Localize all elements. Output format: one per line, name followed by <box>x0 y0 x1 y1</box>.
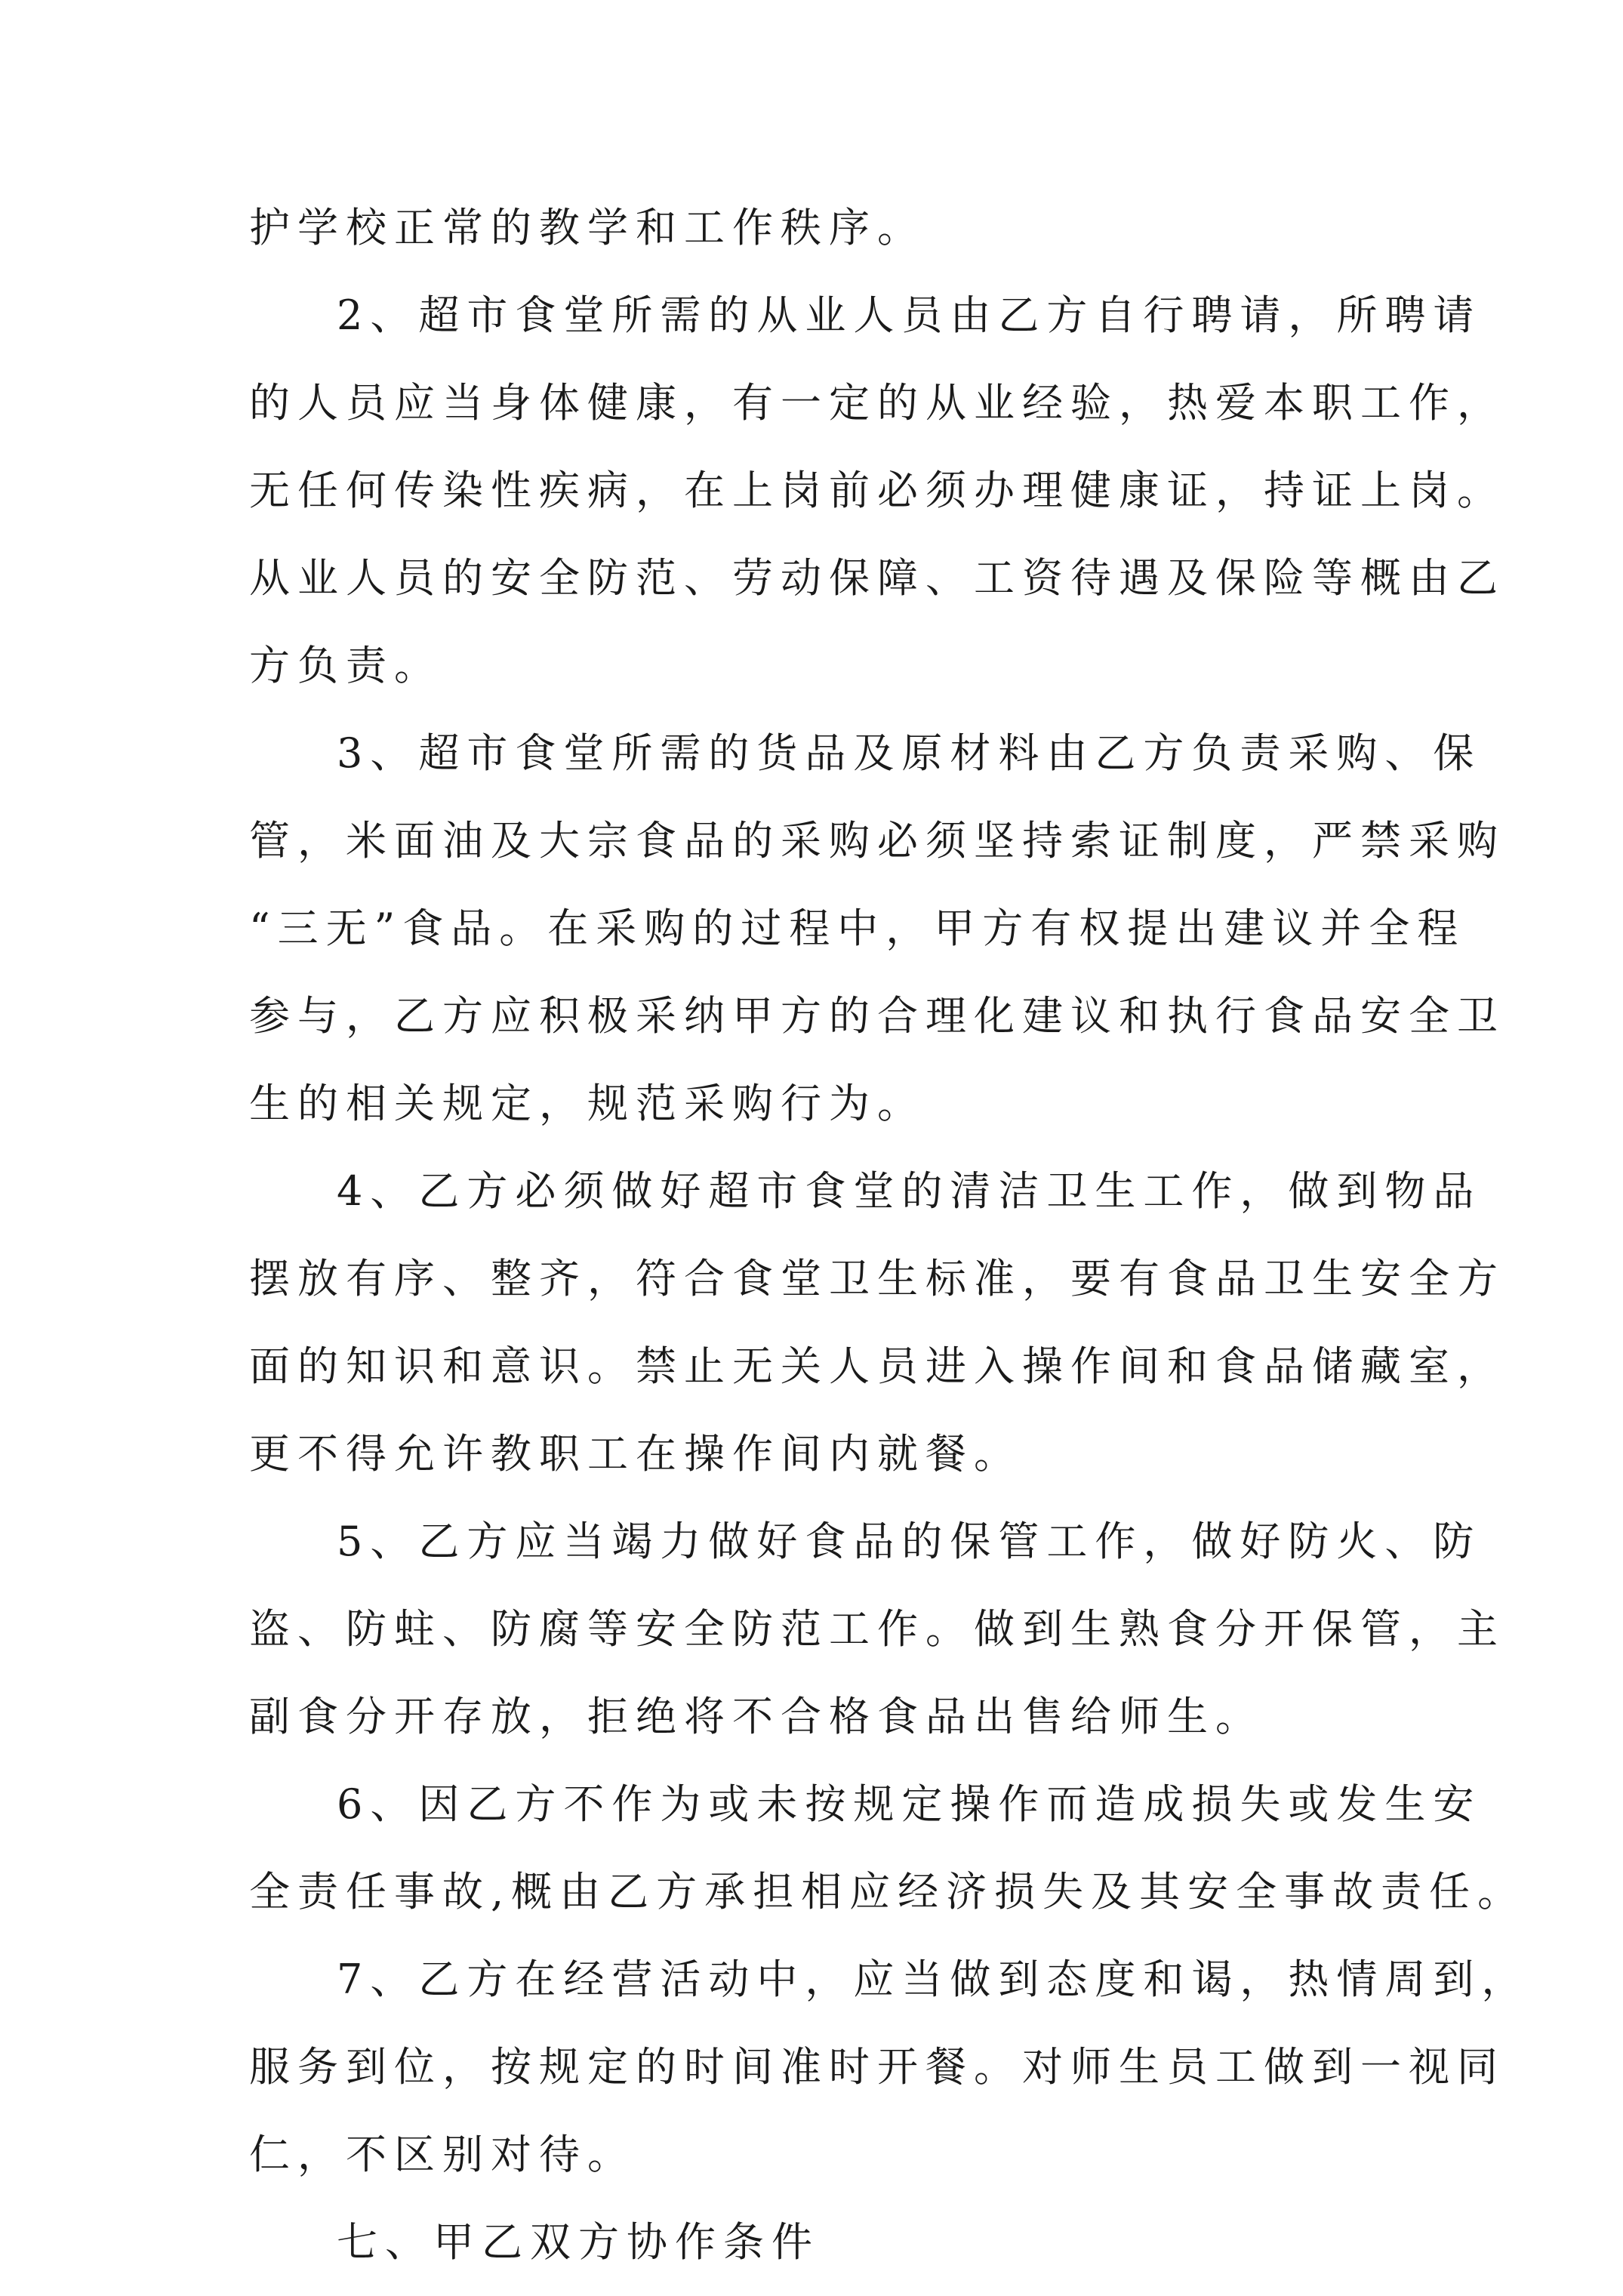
text-line: 7、乙方在经营活动中，应当做到态度和谒，热情周到， <box>337 1955 1530 2003</box>
text-line: 4、乙方必须做好超市食堂的清洁卫生工作，做到物品 <box>337 1167 1482 1215</box>
text-line: 管，米面油及大宗食品的采购必须坚持索证制度，严禁采购 <box>249 817 1505 864</box>
text-line: 副食分开存放，拒绝将不合格食品出售给师生。 <box>249 1693 1264 1740</box>
text-line: 无任何传染性疾病，在上岗前必须办理健康证，持证上岗。 <box>249 467 1505 514</box>
text-line: 服务到位，按规定的时间准时开餐。对师生员工做到一视同 <box>249 2043 1505 2091</box>
text-line: 5、乙方应当竭力做好食品的保管工作，做好防火、防 <box>337 1518 1482 1565</box>
text-line: 摆放有序、整齐，符合食堂卫生标准，要有食品卫生安全方 <box>249 1255 1505 1302</box>
text-line: 参与，乙方应积极采纳甲方的合理化建议和执行食品安全卫 <box>249 992 1505 1040</box>
text-line: 面的知识和意识。禁止无关人员进入操作间和食品储藏室， <box>249 1342 1505 1390</box>
text-line: 的人员应当身体健康，有一定的从业经验，热爱本职工作， <box>249 379 1505 427</box>
text-line: 护学校正常的教学和工作秩序。 <box>249 204 925 251</box>
text-line: 从业人员的安全防范、劳动保障、工资待遇及保险等概由乙 <box>249 554 1505 602</box>
text-line: 方负责。 <box>249 642 442 689</box>
text-line: 6、因乙方不作为或未按规定操作而造成损失或发生安 <box>337 1780 1482 1828</box>
text-line: “三无”食品。在采购的过程中，甲方有权提出建议并全程 <box>249 905 1466 952</box>
text-line: 2、超市食堂所需的从业人员由乙方自行聘请，所聘请 <box>337 291 1482 339</box>
text-line: 仁，不区别对待。 <box>249 2131 636 2178</box>
section-heading: 七、甲乙双方协作条件 <box>337 2218 820 2266</box>
text-line: 3、超市食堂所需的货品及原材料由乙方负责采购、保 <box>337 729 1482 777</box>
text-line: 全责任事故,概由乙方承担相应经济损失及其安全事故责任。 <box>249 1868 1526 1915</box>
text-line: 生的相关规定，规范采购行为。 <box>249 1080 925 1127</box>
text-line: 更不得允许教职工在操作间内就餐。 <box>249 1430 1022 1478</box>
text-line: 盗、防蛀、防腐等安全防范工作。做到生熟食分开保管，主 <box>249 1605 1505 1653</box>
